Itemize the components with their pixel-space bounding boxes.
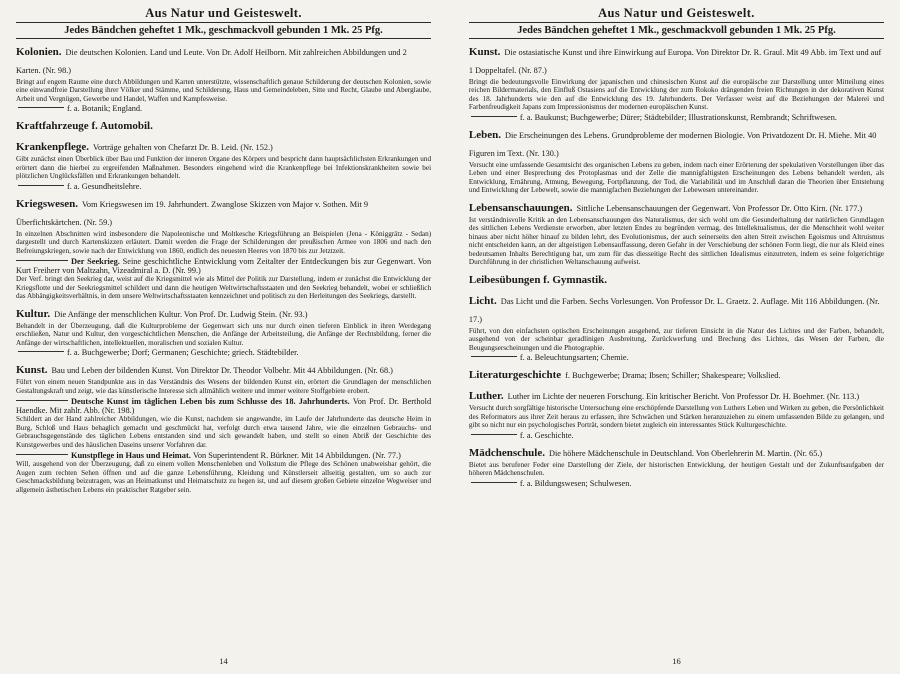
reference-text: f. a. Bildungswesen; Schulwesen. [519,478,632,488]
sub-entry-title: Kunstpflege in Haus und Heimat. [71,451,191,461]
entry-lead: Sittliche Lebensanschauungen der Gegenwart. Von Professor Dr. Otto Kirn. (Nr. 177.) [576,203,863,213]
page-gutter [437,6,463,670]
entry-title: Kunst. [16,364,48,377]
right-page [463,6,890,670]
sub-entry-kunstpflege [16,451,431,494]
rule-dash-icon [16,454,68,455]
entry-lead: Die deutschen Kolonien. Land und Leute. Von Dr. Adolf Heilborn. Mit zahlreichen Abbildungen und 2 Karten. (Nr. 98.) [16,48,407,75]
sub-entry-deutsche-kunst [16,397,431,449]
entry-kolonien [16,42,431,113]
rule-dash-icon [471,356,517,357]
entry-title: Kolonien. [16,46,62,58]
entry-leibesuebungen [469,270,884,288]
entry-luther [469,386,884,439]
entry-body: Versucht durch sorgfältige historische Untersuchung eine erschöpfende Darstellung von Luthers Leben und Wirken zu geben, die Persönlichkeit des Reformators aus ihrer Zeit heraus zu erfassen, ihre Schwächen und Stärken heranzuziehen zu einem umfassenden Bilde zu gelangen, und gibt so nicht nur ein psychologisches Porträt, sondern bietet zugleich ein interessantes Stück Kulturgeschichte. [468,404,884,430]
entry-title: Kunst. [468,46,501,58]
entry-title: Leben. [468,128,501,141]
entry-reference [16,104,431,113]
right-page-subheader: Jedes Bändchen geheftet 1 Mk., geschmackvoll gebunden 1 Mk. 25 Pfg. [469,25,884,39]
entry-reference [469,353,884,362]
entry-lead: f. Buchgewerbe; Drama; Ibsen; Schiller; Shakespeare; Volkslied. [565,371,781,381]
entry-lead: Das Licht und die Farben. Sechs Vorlesungen. Von Professor Dr. L. Graetz. 2. Auflage. Mit 116 Abbildungen. (Nr. 17.) [468,296,880,324]
entry-lead: Vom Kriegswesen im 19. Jahrhundert. Zwanglose Skizzen von Major v. Sothen. Mit 9 Überfichtskärtchen. (Nr. 59.) [16,199,368,227]
reference-text: f. a. Geschichte. [519,430,574,440]
reference-text: f. a. Gesundheitslehre. [67,181,142,191]
reference-text: f. a. Beleuchtungsarten; Chemie. [519,353,629,363]
entry-body: Bringt auf engem Raume eine durch Abbildungen und Karten unterstützte, wissenschaftlich genaue Schilderung der deutschen Kolonien, sowie eine einwandfreie Darstellung ihrer Völker und Stämme, und Schilderung, Haus und Gemeindeleben, Sitte und Recht, Glaube und Aberglaube, Arbeit und Vergnügen, Gewerbe und Handel, Waffen und Kampfesweise. [16,78,432,103]
right-page-header: Aus Natur und Geisteswelt. [469,6,884,23]
entry-reference [16,182,431,191]
entry-title: Literaturgeschichte [468,369,562,382]
entry-body: Versucht eine umfassende Gesamtsicht des organischen Lebens zu geben, indem nach einer Erörterung der spekulativen Vorstellungen über das Leben und einer Besprechung des Protoplasmas und der Zelle die mannigfaltigsten Erscheinungen des Lebens behandelt werden, als Entwicklung, Ernährung, Atmung, Bewegung, Fortpflanzung, der Tod, die Variabilität und im Anschluß daran die Theorien über Entstehung und Entwicklung der Lebewelt, sowie die mannigfachen Beziehungen der Lebewesen untereinander. [468,160,884,195]
entry-reference [16,348,431,357]
entry-title: Kraftfahrzeuge f. Automobil. [16,120,153,133]
rule-dash-icon [18,107,64,108]
entry-title: Licht. [468,294,497,307]
sub-entry-lead: Von Prof. Dr. Berthold Haendke. Mit zahlr. Abb. (Nr. 198.) [16,397,432,416]
entry-reference [469,113,884,122]
sub-entry-lead: Von Superintendent R. Bürkner. Mit 14 Abbildungen. (Nr. 77.) [192,451,401,461]
entry-lead: Luther im Lichte der neueren Forschung. Ein kritischer Bericht. Von Professor Dr. H. Boehmer. (Nr. 113.) [507,392,860,402]
entry-lead: Die höhere Mädchenschule in Deutschland. Von Oberlehrerin M. Martin. (Nr. 65.) [549,448,823,458]
entry-lead: Bau und Leben der bildenden Kunst. Von Direktor Dr. Theodor Volbehr. Mit 44 Abbildungen. (Nr. 68.) [51,366,393,376]
entry-title: Mädchenschule. [468,446,545,459]
reference-text: f. a. Baukunst; Buchgewerbe; Dürer; Städtebilder; Illustrationskunst, Rembrandt; Schriftwesen. [519,112,837,122]
entry-title: Kultur. [16,307,51,320]
entry-body: In einzelnen Abschnitten wird insbesondere die Napoleonische und Moltkesche Kriegsführung an Beispielen (Jena - Königgrätz - Sedan) dargestellt und durch Kartenskizzen erläutert. Damit werden die Frage der Schilderungen der preußischen Armee von 1806 und nach den Befreiungskriegen, sowie nach der Entwicklung von 1860, endlich des neuesten Heeres von 1870 bis zur Jetztzeit. [16,229,432,255]
reference-text: f. a. Buchgewerbe; Dorf; Germanen; Geschichte; griech. Städtebilder. [67,348,299,358]
entry-title: Kriegswesen. [16,197,79,210]
reference-text: f. a. Botanik; England. [67,104,143,114]
entry-reference [469,431,884,440]
left-page-subheader: Jedes Bändchen geheftet 1 Mk., geschmackvoll gebunden 1 Mk. 25 Pfg. [16,25,431,39]
entry-body: Führt, von den einfachsten optischen Erscheinungen ausgehend, zur tieferen Einsicht in die Natur des Lichtes und der Farben, behandelt, ausgehend von der scheinbar geradlinigen Ausbreitung, Zurückwerfung und Brechung des Lichtes, das Wesen der Farben, die Beugungserscheinungen und die Photographie. [468,326,884,352]
sub-entry-body: Will, ausgehend von der Überzeugung, daß zu einem vollen Menschenleben und Volkstum die Pflege des Schönen unabweisbar gehört, die Augen zum rechten Sehen öffnen und auf die ganze Lebensführung, Kleidung und Künstlerseit allseitig gestalten, um so auch zur Geschmacksbildung beizutragen, was an Heimatkunst und Heimatschutz zu hegen ist, und auf diesem großen Gebiete einzelne Wegweiser und allgemein ästhetischen Lebens ein praktischer Ratgeber sein. [16,460,432,494]
left-page-number: 14 [219,656,228,666]
entry-reference [469,479,884,488]
entry-kunst-right [469,42,884,122]
sub-entry-title: Deutsche Kunst im täglichen Leben bis zum Schlusse des 18. Jahrhunderts. [71,397,350,407]
rule-dash-icon [18,351,64,352]
rule-dash-icon [471,482,517,483]
left-page [10,6,437,670]
entry-literaturgeschichte [469,365,884,383]
sub-entry-body: Der Verf. bringt den Seekrieg dar, weist auf die Kriegsmittel wie als Mittel der Politik zur Darstellung, indem er zunächst die Entwicklung der Kriegsflotte und der Seekriegsmittel schildert und dann die heutigen Weltwirtschaftsstaaten und den Seekrieg behandelt, wobei er schließlich das Abhängigkeitsverhältnis, in dem unsere Weltwirtschaftsstaaten kennzeichnet und politisch zu den Herleitungen des Seekriegs, darstellt. [16,275,432,301]
entry-kriegswesen [16,194,431,301]
entry-title: Lebensanschauungen. [468,201,573,214]
entry-lead: Die ostasiatische Kunst und ihre Einwirkung auf Europa. Von Direktor Dr. R. Graul. Mit 49 Abb. im Text und auf 1 Doppeltafel. (Nr. 87.) [468,48,882,75]
rule-dash-icon [471,116,517,117]
right-page-number: 16 [672,656,681,666]
sub-entry-lead: Seine geschichtliche Entwicklung vom Zeitalter der Entdeckungen bis zur Gegenwart. Von Kurt Freiherr von Maltzahn, Vizeadmiral a. D. (Nr. 99.) [16,257,432,276]
entry-lebensanschauungen [469,198,884,267]
entry-body: Behandelt in der Überzeugung, daß die Kulturprobleme der Gegenwart sich uns nur durch einen tieferen Einblick in ihren Werdegang erschließen, Natur und Kultur, den vorgeschichtlichen Menschen, die Anfänge der Arbeitsteilung, die Anfänge der Rechtsbildung, ferner die Anfänge der wirtschaftlichen, intellektuellen, moralischen und sozialen Kultur. [16,321,432,347]
entry-body: Bietet aus berufener Feder eine Darstellung der Ziele, der historischen Entwicklung, der heutigen Gestalt und der Zukunftsaufgaben der höheren Mädchenschulen. [468,460,884,478]
sub-entry-seekrieg [16,257,431,300]
entry-title: Luther. [468,390,504,403]
entry-lead: Die Anfänge der menschlichen Kultur. Von Prof. Dr. Ludwig Stein. (Nr. 93.) [54,309,308,319]
entry-leben [469,125,884,195]
entry-title: Leibesübungen f. Gymnastik. [468,273,608,286]
entry-kraftfahrzeuge [16,116,431,134]
entry-lead: Vorträge gehalten von Chefarzt Dr. B. Leid. (Nr. 152.) [93,143,273,153]
entry-kunst-left [16,360,431,494]
rule-dash-icon [16,400,68,401]
entry-body: Gibt zunächst einen Überblick über Bau und Funktion der inneren Organe des Körpers und bespricht dann hauptsächlichsten Erkrankungen und erörtert dann die hierbei zu ergreifenden Maßnahmen. Besonders eingehend wird die Krankenpflege bei Infektionskrankheiten sowie bei plötzlichen Unglücksfällen und Erkrankungen behandelt. [16,155,432,181]
left-page-header: Aus Natur und Geisteswelt. [16,6,431,23]
sub-entry-title: Der Seekrieg. [71,257,120,267]
rule-dash-icon [471,434,517,435]
sub-entry-body: Schildert an der Hand zahlreicher Abbildungen, wie die Kunst, nachdem sie angewandte, im Laufe der Jahrhunderte das deutsche Heim in Burg, Schloß und Haus behaglich gemacht und geschmückt hat, verfolgt durch etwa tausend Jahre, wie die einzelnen Gebrauchs- und Gebrauchsgegenstände des täglichen Lebens entstanden sind und sich gewandelt haben, und stellt so einen Abriß der Geschichte des Kunstgewerbes und des häuslichen Daseins unserer Vorfahren dar. [16,415,432,449]
entry-krankenpflege [16,137,431,190]
entry-body: Führt von einem neuen Standpunkte aus in das Verständnis des Wesens der bildenden Kunst ein, erörtert die Grundlagen der menschlichen Gestaltungskraft und zeigt, wie das künstlerische Interesse sich allmählich weitere und immer weitere Stoffgebiete erobert. [16,378,432,395]
entry-licht [469,291,884,362]
entry-title: Krankenpflege. [16,141,90,154]
rule-dash-icon [16,260,68,261]
entry-maedchenschule [469,443,884,488]
rule-dash-icon [18,185,64,186]
entry-lead: Die Erscheinungen des Lebens. Grundprobleme der modernen Biologie. Von Privatdozent Dr. H. Miehe. Mit 40 Figuren im Text. (Nr. 130.) [468,130,877,158]
entry-kultur [16,304,431,357]
entry-body: Bringt die bedeutungsvolle Einwirkung der japanischen und chinesischen Kunst auf die europäische zur Darstellung unter Mitteilung eines reichen Bildermaterials, den Einfluß Ostasiens auf die Entwicklung der zum Rokoko drängenden freien Richtungen in der dekorativen Kunst des 18. Jahrhunderts wie den auf die Entwicklung des 19. Jahrhunderts. Der Verfasser weist auf die Beziehungen der Malerei und Farbenfreudigkeit Japans zum Impressionismus der modernen europäischen Kunst. [468,78,884,112]
entry-body: Ist verständnisvolle Kritik an den Lebensanschauungen des Naturalismus, der sich wohl um die Gesunderhaltung der natürlichen Grundlagen des sittlichen Lebens Verdienste erworben, aber letzten Endes zu begründen vermag, des Intellektualismus, der die Menschheit wohl weiter hinaus aber nicht höher hinauf zu bilden lehrt, des Evolutionismus, der auch seinerseits den alten Streit zwischen Egoismus und Altruismus nicht entscheiden kann, an der altgeistigen Lebensauffassung, deren Gefahr in der Verschiebung der schönen Form liegt, die nur als Kleid eines bedeutsamen Inhalts Berechtigung hat, um zum für das diesseitige Recht des sittlichen Idealismus einzutreten, indem es seine folgerichtige Durchführung in der christlichen Weltanschauung aufweist. [468,215,884,267]
